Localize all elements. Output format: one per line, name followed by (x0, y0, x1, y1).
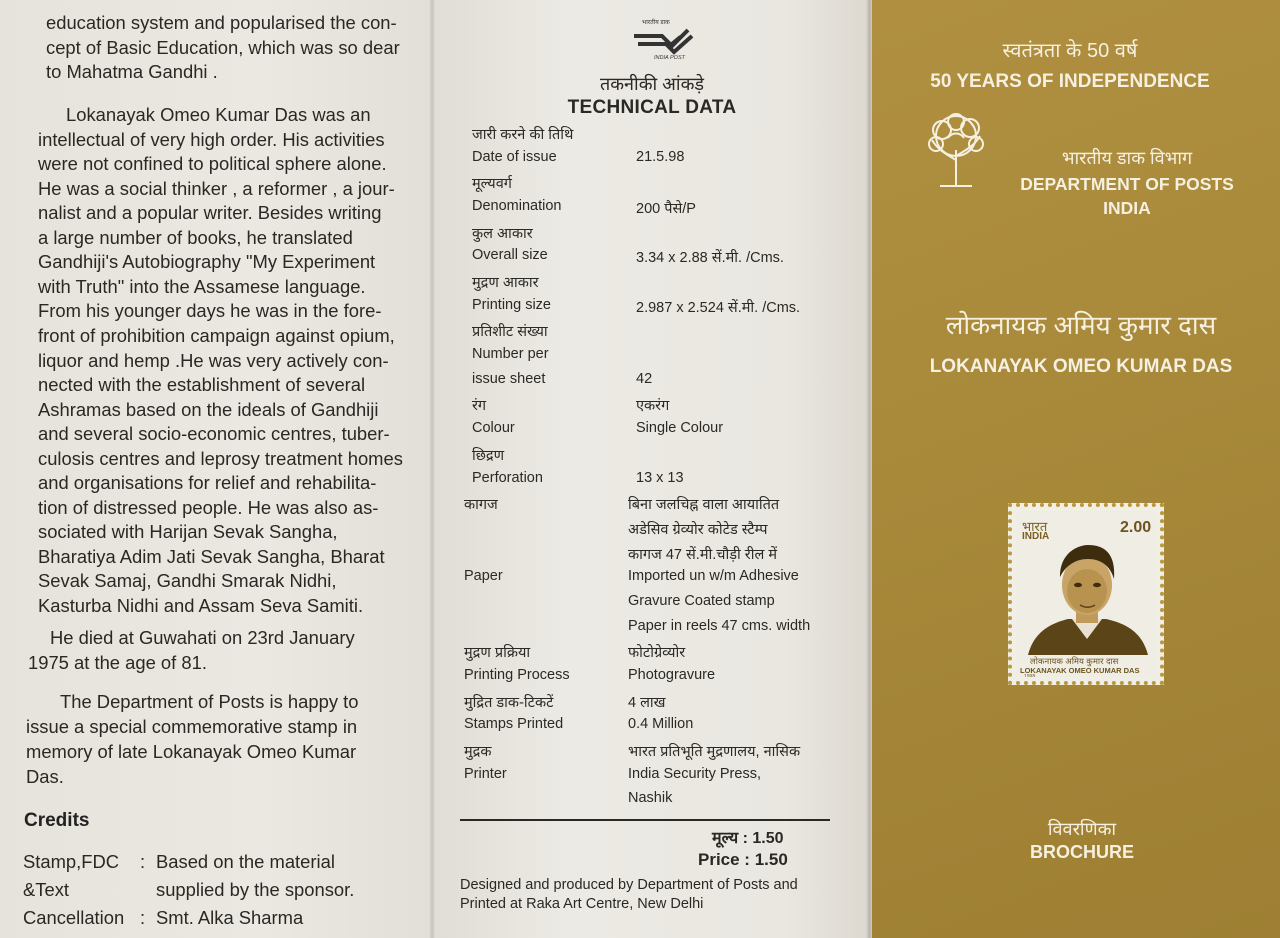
text-line: tion of distressed people. He was also as- (38, 496, 379, 518)
technical-data-label: मुद्रक (464, 744, 492, 760)
text-line: The Department of Posts is happy to (60, 691, 359, 712)
technical-data-label: Printing size (472, 296, 551, 313)
technical-data-value: Gravure Coated stamp (628, 592, 775, 609)
technical-data-label: Printer (464, 765, 507, 782)
department-line-1: DEPARTMENT OF POSTS (1020, 174, 1234, 194)
technical-data-value: Single Colour (636, 420, 724, 437)
text-line: Gandhiji's Autobiography "My Experiment (38, 251, 376, 273)
text-line: intellectual of very high order. His activities (38, 128, 385, 150)
text-line: education system and popularised the con- (46, 12, 397, 33)
india-post-logo (628, 18, 698, 62)
technical-data-label: मूल्यवर्ग (472, 176, 512, 193)
technical-data-label: कुल आकार (472, 225, 533, 242)
text-line: Bharatiya Adim Jati Sevak Sangha, Bharat (38, 545, 385, 567)
technical-data-label: मुद्रण प्रक्रिया (464, 645, 531, 662)
honoree-name: LOKANAYAK OMEO KUMAR DAS (929, 356, 1233, 377)
text-line: sociated with Harijan Sevak Sangha, (38, 521, 338, 543)
design-credit-line-1: Designed and produced by Department of Posts and (460, 877, 798, 893)
technical-data-value: 42 (636, 370, 653, 387)
technical-data-value: भारत प्रतिभूति मुद्रणालय, नासिक (628, 744, 801, 760)
stamp-country-hindi: भारत (1022, 519, 1048, 534)
technical-data-value: Imported un w/m Adhesive (628, 568, 799, 585)
technical-data-label: मुद्रण आकार (472, 275, 539, 292)
honoree-name-hindi: लोकनायक अमिय कुमार दास (945, 310, 1217, 340)
text-line: to Mahatma Gandhi . (46, 61, 218, 82)
price-hindi: मूल्य : 1.50 (712, 830, 784, 847)
cover-panel (872, 0, 1280, 938)
text-line: He was a social thinker , a reformer , a jour- (38, 177, 395, 199)
technical-data-value: 2.987 x 2.524 सें.मी. /Cms. (636, 299, 801, 316)
credit-label: &Text (23, 879, 69, 900)
brochure-label: BROCHURE (1029, 842, 1134, 862)
technical-data-value: 4 लाख (628, 694, 666, 711)
technical-data-label: Perforation (472, 469, 543, 486)
technical-data-label: छिद्रण (472, 447, 505, 464)
technical-data-label: Paper (464, 568, 503, 585)
independence-years-hindi: स्वतंत्रता के 50 वर्ष (1002, 40, 1138, 62)
technical-data-label: Overall size (472, 247, 548, 264)
technical-data-label: जारी करने की तिथि (472, 127, 574, 143)
text-line: From his younger days he was in the fore- (38, 300, 382, 322)
text-line: and organisations for relief and rehabilita- (38, 472, 377, 494)
text-line: Das. (26, 766, 64, 787)
stamp-caption-hindi: लोकनायक अमिय कुमार दास (1030, 656, 1119, 666)
credit-label: Stamp,FDC (23, 851, 120, 872)
technical-data-value: कागज 47 सें.मी.चौड़ी रील में (628, 546, 778, 563)
technical-data-value: 0.4 Million (628, 716, 694, 733)
price: Price : 1.50 (698, 850, 788, 869)
stamp-caption: LOKANAYAK OMEO KUMAR DAS (1020, 666, 1140, 675)
technical-data-value: अडेसिव ग्रेव्योर कोटेड स्टैम्प (628, 521, 768, 538)
brochure-hindi: विवरणिका (1047, 819, 1117, 839)
technical-data-value: Nashik (628, 790, 673, 807)
technical-data-title-hindi: तकनीकी आंकड़े (599, 74, 705, 94)
technical-data-value: Paper in reels 47 cms. width (628, 617, 811, 634)
postage-stamp (1008, 503, 1164, 685)
technical-data-label: Number per (472, 346, 549, 363)
technical-data-label: Date of issue (472, 148, 557, 165)
technical-data-label: Printing Process (464, 666, 570, 683)
logo-english-text: INDIA POST (654, 55, 685, 61)
tree-emblem-icon (920, 110, 992, 190)
text-line: nalist and a popular writer. Besides writing (38, 202, 382, 224)
logo-hindi-text: भारतीय डाक (642, 20, 670, 26)
text-line: memory of late Lokanayak Omeo Kumar (26, 741, 357, 762)
technical-data-value: फोटोग्रेव्योर (628, 645, 686, 662)
credits-heading: Credits (24, 810, 90, 831)
credit-separator: : (140, 851, 146, 872)
stamp-year: 1998 (1024, 674, 1036, 677)
technical-data-panel (432, 0, 872, 938)
text-line: Kasturba Nidhi and Assam Seva Samiti. (38, 595, 364, 616)
technical-data-value: India Security Press, (628, 765, 761, 782)
technical-data-value: 13 x 13 (636, 469, 684, 486)
text-line: culosis centres and leprosy treatment homes (38, 447, 403, 469)
credit-value: Based on the material (156, 851, 335, 872)
fold-crease-1 (429, 0, 435, 938)
text-line: front of prohibition campaign against opium, (38, 324, 395, 346)
text-line: 1975 at the age of 81. (28, 651, 207, 673)
technical-data-value: Photogravure (628, 666, 716, 683)
technical-data-label: Colour (472, 420, 515, 437)
text-line: liquor and hemp .He was very actively con- (38, 349, 389, 371)
text-line: with Truth" into the Assamese language. (38, 275, 366, 297)
technical-data-value: एकरंग (636, 398, 670, 415)
credit-label: Cancellation (23, 907, 125, 928)
technical-data-value: 3.34 x 2.88 सें.मी. /Cms. (636, 250, 784, 267)
text-line: He died at Guwahati on 23rd January (50, 627, 355, 648)
technical-data-label: कागज (464, 497, 498, 514)
portrait-illustration (1022, 535, 1152, 655)
technical-data-label: प्रतिशीट संख्या (472, 324, 548, 341)
credit-value: Smt. Alka Sharma (156, 907, 304, 928)
price-divider (460, 819, 830, 821)
technical-data-title: TECHNICAL DATA (567, 97, 737, 118)
text-line: Lokanayak Omeo Kumar Das was an (66, 104, 371, 125)
text-line: issue a special commemorative stamp in (26, 716, 358, 737)
stamp-value: 2.00 (1120, 519, 1152, 536)
text-line: Ashramas based on the ideals of Gandhiji (38, 398, 379, 420)
technical-data-label: issue sheet (472, 370, 546, 387)
credit-separator: : (140, 907, 146, 928)
text-line: a large number of books, he translated (38, 226, 353, 248)
fold-crease-2 (866, 0, 872, 938)
technical-data-value: 200 पैसे/P (636, 201, 696, 218)
text-line: nected with the establishment of several (38, 374, 366, 396)
text-line: Sevak Samaj, Gandhi Smarak Nidhi, (38, 570, 337, 592)
text-line: cept of Basic Education, which was so dear (46, 36, 400, 58)
technical-data-label: मुद्रित डाक-टिकटें (464, 694, 554, 711)
credit-value: supplied by the sponsor. (156, 879, 355, 900)
technical-data-label: Stamps Printed (464, 716, 564, 733)
technical-data-value: बिना जलचिह्न वाला आयातित (628, 497, 780, 514)
stamp-country: INDIA (1022, 531, 1050, 542)
department-hindi: भारतीय डाक विभाग (1061, 148, 1193, 168)
technical-data-label: रंग (472, 398, 487, 415)
left-panel (0, 0, 432, 938)
design-credit-line-2: Printed at Raka Art Centre, New Delhi (460, 896, 704, 912)
text-line: were not confined to political sphere alone. (38, 153, 387, 175)
text-line: and several socio-economic centres, tuber- (38, 423, 390, 445)
department-line-2: INDIA (1103, 198, 1151, 218)
technical-data-value: 21.5.98 (636, 148, 685, 165)
independence-years: 50 YEARS OF INDEPENDENCE (930, 71, 1210, 92)
technical-data-label: Denomination (472, 198, 562, 215)
